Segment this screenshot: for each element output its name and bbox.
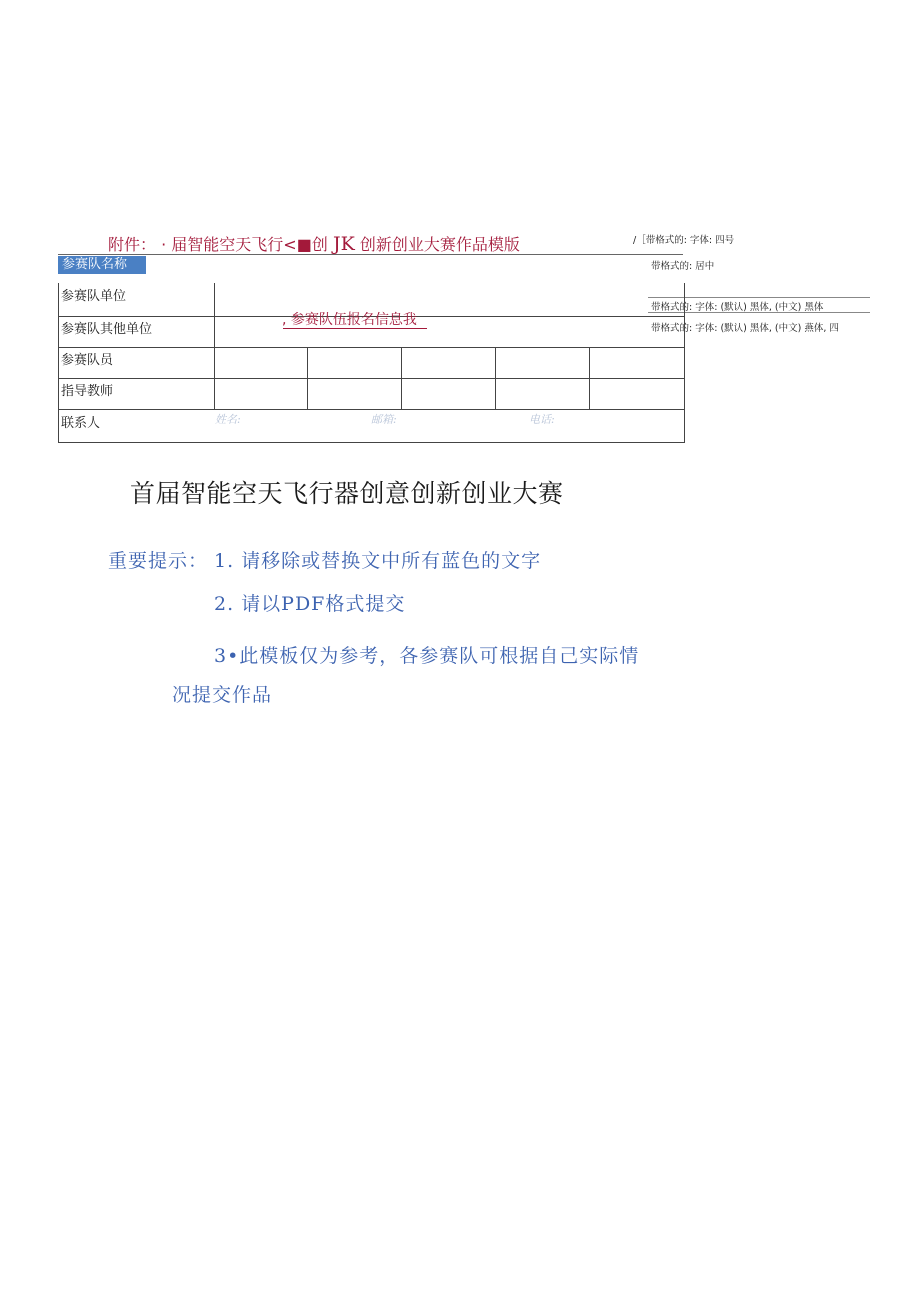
- format-comment-1: /［带格式的: 字体: 四号: [633, 235, 735, 246]
- note-item-3-continued: 况提交作品: [172, 684, 273, 706]
- attachment-block: ■: [296, 235, 312, 254]
- attachment-prefix: 附件：: [108, 235, 157, 254]
- contact-name-field[interactable]: 姓名:: [215, 413, 241, 426]
- header-rule: [58, 254, 683, 255]
- members-field[interactable]: [215, 348, 683, 378]
- team-name-label[interactable]: 参赛队名称: [58, 256, 146, 274]
- row-label-contact: 联系人: [61, 416, 101, 431]
- note-item-1: 1. 请移除或替换文中所有蓝色的文字: [214, 550, 542, 572]
- note-item-2: 2. 请以PDF格式提交: [214, 593, 406, 615]
- attachment-bullet: ·: [161, 235, 167, 254]
- format-comment-4: 带格式的: 字体: (默认) 黑体, (中文) 燕体, 四: [651, 323, 839, 334]
- attachment-part3: 创新创业大赛作品模版: [359, 235, 520, 254]
- row-divider: [59, 409, 684, 410]
- row-label-members: 参赛队员: [61, 353, 114, 368]
- format-comment-2: 带格式的: 居中: [651, 261, 715, 272]
- page-title: 首届智能空天飞行器创意创新创业大赛: [130, 479, 564, 508]
- row-label-unit: 参赛队单位: [61, 289, 127, 304]
- attachment-part1: 届智能空天飞行<: [171, 235, 297, 254]
- row-label-other-unit: 参赛队其他单位: [61, 322, 153, 337]
- registration-note-underline: [283, 328, 427, 329]
- attachment-part2: 创: [311, 235, 328, 254]
- attachment-jk: JK: [332, 233, 355, 255]
- row-label-advisor: 指导教师: [61, 384, 114, 399]
- advisor-field[interactable]: [215, 379, 683, 409]
- note-item-3: 3•此模板仅为参考，各参赛队可根据自己实际情: [214, 645, 640, 667]
- contact-phone-field[interactable]: 电话:: [529, 413, 555, 426]
- contact-email-field[interactable]: 邮箱:: [371, 413, 397, 426]
- registration-form: [58, 283, 685, 443]
- attachment-title: [108, 232, 520, 255]
- notes-label: 重要提示：: [108, 550, 209, 572]
- format-comment-3: 带格式的: 字体: (默认) 黑体, (中文) 黑体: [651, 302, 824, 313]
- registration-note: , 参赛队伍报名信息我: [282, 312, 417, 328]
